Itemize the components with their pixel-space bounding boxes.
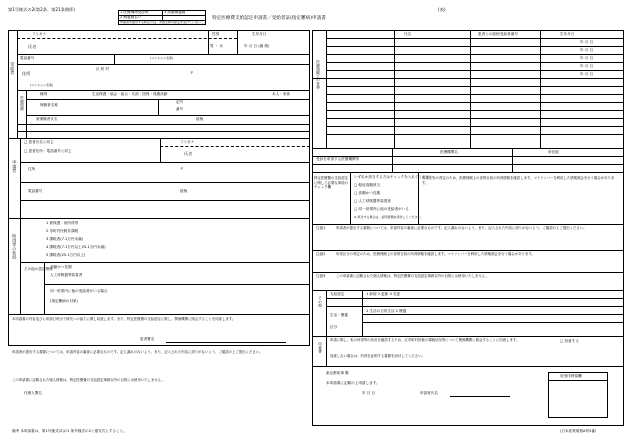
explain-label-2: 注意2	[316, 252, 326, 256]
guardian-label-divider	[20, 138, 21, 218]
print-info: (日本産業規格A列3番)	[560, 429, 597, 433]
summary-row-1	[326, 298, 624, 299]
agreement-reason: 同意しない場合は、所得を証明する書類を添付してください。	[330, 354, 425, 358]
row-line-6	[17, 124, 310, 125]
phone-input[interactable]	[50, 55, 114, 63]
summary-row-3	[362, 314, 624, 315]
furigana-label: フリガナ	[32, 32, 47, 36]
guardian-name-divider	[160, 138, 161, 162]
income-section-label: 所得等の状況	[12, 234, 18, 260]
symbol-label: 記号	[176, 100, 184, 104]
guardian-row-2	[20, 182, 310, 183]
birth-label: 生年月日	[252, 32, 267, 36]
receipt-stamp-box	[548, 372, 608, 418]
phone-label: 電話番号	[20, 56, 35, 60]
guardian-furigana: フリガナ	[180, 140, 195, 144]
relationship-label: 続柄	[196, 117, 204, 121]
summary-row2-label: 生活・療養	[330, 313, 348, 317]
guardian-name-label: 氏名	[184, 151, 193, 156]
explain-right-2: 所得区分の判定のため、医療保険上の世帯全員の所得情報を確認します。マイナンバーを利用した情報照会を行う場合があります。	[336, 252, 535, 256]
footer-note: 備考 本申請書は、第1号様式(2)の1 第号様式の2と複写式とすること。	[12, 429, 127, 433]
summary-row1-label: 支給認定	[330, 292, 345, 296]
submit-date[interactable]: 年 月 日	[362, 391, 376, 395]
family-row-6	[312, 78, 624, 79]
hospital-name-label: 医療機関名	[440, 150, 458, 154]
agreement-label: 同意書	[318, 342, 323, 353]
explain-label-1: 注意1	[316, 226, 326, 230]
sex-divider	[208, 30, 209, 54]
insurer-label: 保険者名称	[40, 103, 58, 107]
family-row-7	[326, 86, 624, 87]
address-input[interactable]	[40, 65, 308, 82]
stamp-header-line	[548, 380, 608, 381]
hospital-col-2	[512, 148, 513, 172]
checks-intro: いずれか該当する方はチェックを入れてください。	[354, 175, 437, 179]
family-row-8	[326, 94, 624, 95]
ward-label: 区 町 村	[96, 67, 110, 71]
explain-right-3: この申請書に記載された個人情報は、特定医療費の支給認定事務以外の目的には使用いたしません。	[336, 274, 489, 278]
receipt-no-label: 受給者番号	[500, 32, 518, 36]
explain-row-1	[312, 250, 624, 251]
summary-row-5	[312, 336, 624, 337]
family-row-2	[326, 46, 624, 47]
family-year-1[interactable]: 年 月 日	[580, 40, 594, 44]
desired-hospital-label: 受診を希望する医療機関等	[316, 157, 360, 161]
guardian-furigana-line	[160, 146, 310, 147]
hospital-address-label: 所在地	[548, 150, 559, 154]
applicant-sign-line[interactable]	[450, 396, 510, 397]
row-line-7	[17, 131, 310, 132]
name-label: 氏名	[28, 44, 37, 49]
explain-right-1: 申請者が提出する書類については、申請内容の審査に必要なものです。記入漏れのないよう、また、記入された内容に誤りがないよう、ご確認の上ご提出ください。	[336, 226, 587, 230]
family-row-13	[326, 134, 624, 135]
row-line-5	[26, 115, 310, 116]
form-number: 第1号様式の2(第2条、第21条関係)	[8, 7, 75, 12]
guardian-zip: 〒	[180, 167, 184, 171]
zip-label: 〒	[190, 71, 194, 75]
family-col-1	[394, 30, 395, 148]
insurance-section-label: 医療保険	[20, 96, 25, 111]
summary-row-2	[326, 306, 624, 307]
family-col-name: 氏名	[404, 32, 412, 36]
birth-value[interactable]: 年 月 日 (満 歳)	[244, 44, 270, 48]
pregnancy-label: (指定難病の対象)	[50, 299, 78, 303]
checks-divider	[350, 172, 351, 224]
family-section-label: 医療保険上の世帯	[316, 60, 321, 89]
family-row-4	[326, 62, 624, 63]
family-col-relation: 患者との続柄	[478, 32, 500, 36]
multiple-label: 同一世帯内に他の受給者がいる場合	[50, 289, 108, 293]
principal-label[interactable]: 本人・家族	[272, 92, 290, 96]
insurer-divider	[158, 99, 159, 115]
agreement-text: 申請に際し、私の所得等の状況を確認するため、区市町村民税の課税状況等について関係機関に照会することに同意します。	[330, 338, 520, 342]
summary-label-divider	[326, 290, 327, 336]
explain-row-2	[312, 272, 624, 273]
row-line-4	[26, 99, 310, 100]
birth-divider	[237, 30, 238, 54]
checks-title: 特定医療費の支給認定に関して必要な事項のチェック欄	[314, 176, 348, 190]
guardian-phone-label: 電話番号	[28, 189, 43, 193]
form-title: 特定医療費支給認定申請書／受給者証(指定難病)申請書	[212, 16, 326, 21]
hospital-row-3	[312, 172, 624, 173]
address-label: 住所	[22, 71, 31, 76]
family-label-divider	[326, 30, 327, 148]
applicant-label-divider	[17, 30, 18, 138]
other-cert-label: その他の認定関係	[24, 267, 53, 271]
family-row-14	[312, 148, 624, 149]
guardian-same-phone[interactable]: □ 患者住所・電話番号と同じ	[24, 149, 72, 153]
family-year-5[interactable]: 年 月 日	[580, 72, 594, 76]
agreement-ack[interactable]: □ 同意する	[560, 339, 579, 343]
family-year-4[interactable]: 年 月 日	[580, 64, 594, 68]
hospital-col-1	[392, 148, 393, 172]
explain-row-3	[312, 290, 624, 291]
income-row-3	[8, 314, 310, 315]
family-year-2[interactable]: 年 月 日	[580, 48, 594, 52]
mansion-note: (マンション名等)	[30, 83, 54, 87]
summary-label: その他	[318, 296, 323, 307]
ward-to: 東京都知事 殿	[326, 371, 349, 375]
other-cert-divider	[44, 262, 45, 314]
high-cost-label[interactable]: 高額かつ長期	[50, 265, 72, 269]
agreement-label-divider	[326, 336, 327, 366]
family-row-5	[326, 70, 624, 71]
ventilator-label[interactable]: 人工呼吸器等装着者	[50, 273, 83, 277]
patient-signature-label: 患者署名	[140, 337, 155, 341]
guardian-row-1	[20, 162, 310, 163]
number-label: 番号	[176, 107, 184, 111]
family-row-11	[326, 118, 624, 119]
income-item-c[interactable]: 3 課税者(7.1万円未満)	[46, 237, 84, 241]
submit-applicant: 申請者氏名	[420, 391, 438, 395]
explain-label-3: 注意3	[316, 274, 326, 278]
guardian-address-label: 住所	[28, 167, 36, 171]
income-item-d[interactable]: 4 課税者(7.1万円以上25.1万円未満)	[46, 245, 106, 249]
income-item-b[interactable]: 2 市町村民税非課税	[46, 229, 79, 233]
phone-note: (マンション名等)	[150, 56, 174, 60]
family-col-2	[470, 30, 471, 148]
insured-name-label: 被保険者氏名	[36, 117, 58, 121]
hospital-row-2	[312, 164, 624, 165]
summary-row2-value[interactable]: 1 生活の日常生活 2 療養	[366, 309, 407, 313]
family-col-3	[540, 30, 541, 148]
checks-note: ※ 該当する場合は、証明書類を添付してください。	[354, 215, 424, 219]
phone-divider	[114, 54, 115, 64]
family-row-12	[326, 126, 624, 127]
type-option-1[interactable]: 1 医療機関受診時	[120, 10, 149, 14]
proxy-signature-label: 代理人署名	[24, 391, 42, 395]
family-row-10	[326, 110, 624, 111]
summary-row1-value[interactable]: 1 新規 2 更新 3 変更	[366, 292, 401, 296]
row-line-8	[8, 138, 310, 139]
check-item-4[interactable]: □ 同一世帯内に他の受給者がいる	[354, 207, 409, 211]
type-note: 申請書を提出する時点では、実施主体の認定を受けていないこと	[120, 20, 208, 24]
guardian-row-3	[20, 200, 310, 201]
stamp-label: 収受印押捺欄	[560, 374, 582, 378]
submit-text: 本申請書に記載の上申請します。	[326, 381, 380, 385]
summary-row-4	[362, 322, 624, 323]
family-row-1	[326, 38, 624, 39]
applicant-section-label: 受給者	[10, 62, 16, 75]
income-item-a[interactable]: 1 被保護・低所得等	[46, 221, 79, 225]
signature-line[interactable]	[166, 342, 286, 343]
explain-text-1: 申請者が提出する書類については、申請内容の審査に必要なものです。記入漏れのないよう、また、記入された内容に誤りがないよう、ご確認の上ご提出ください。	[12, 350, 263, 354]
income-item-e[interactable]: 5 課税者(25.1万円以上)	[46, 253, 86, 257]
family-row-3	[326, 54, 624, 55]
check-item-1[interactable]: □ 軽症高額該当	[354, 183, 381, 187]
name-input[interactable]	[58, 39, 208, 53]
family-year-3[interactable]: 年 月 日	[580, 56, 594, 60]
row-line-3	[17, 90, 310, 91]
guardian-same-address[interactable]: □ 患者氏名と同じ	[24, 140, 54, 144]
guardian-section-label: 申請者	[12, 160, 18, 173]
check-item-3[interactable]: □ 人工呼吸器等装着者	[354, 199, 391, 203]
checks-row-end	[312, 224, 624, 225]
income-row-2	[44, 284, 310, 285]
sex-options[interactable]: 男 ・ 女	[210, 44, 224, 48]
type-option-3[interactable]: 2 療養費払い	[120, 15, 142, 19]
family-col-birth: 生年月日	[560, 32, 575, 36]
explain-text-2: 所得区分の判定のため、医療保険上の世帯全員の所得情報を確認します。マイナンバーを利用した情報照会を行う場合があります。	[422, 176, 615, 185]
family-row-9	[326, 102, 624, 103]
side-mark: (表)	[438, 7, 446, 12]
guardian-relation-label: 続柄	[180, 189, 188, 193]
sex-label: 性別	[212, 32, 220, 36]
insurance-type-label: 種別	[40, 92, 48, 96]
check-item-2[interactable]: □ 高額かつ長期	[354, 191, 381, 195]
summary-col-1	[362, 290, 363, 336]
income-label-divider	[20, 218, 21, 314]
explain-text-3: この申請書に記載された個人情報は、特定医療費の支給認定事務以外の目的には使用いたしません。	[12, 378, 165, 382]
income-row-1	[20, 262, 310, 263]
consent-text: 本申請書の内容並びに申請日時点で研究への協力に関し同意します。また、特定医療費の支給認定に際し、関係機関に照会することを同意します。	[12, 317, 236, 321]
type-option-2[interactable]: 3 高額療養費	[164, 10, 186, 14]
guardian-row-4	[8, 218, 310, 219]
summary-row3-label: 区分	[330, 325, 338, 329]
insurance-types[interactable]: 生活保護・協会・組合・共済・国保・後期高齢	[92, 92, 168, 96]
agreement-row-end	[312, 366, 624, 367]
